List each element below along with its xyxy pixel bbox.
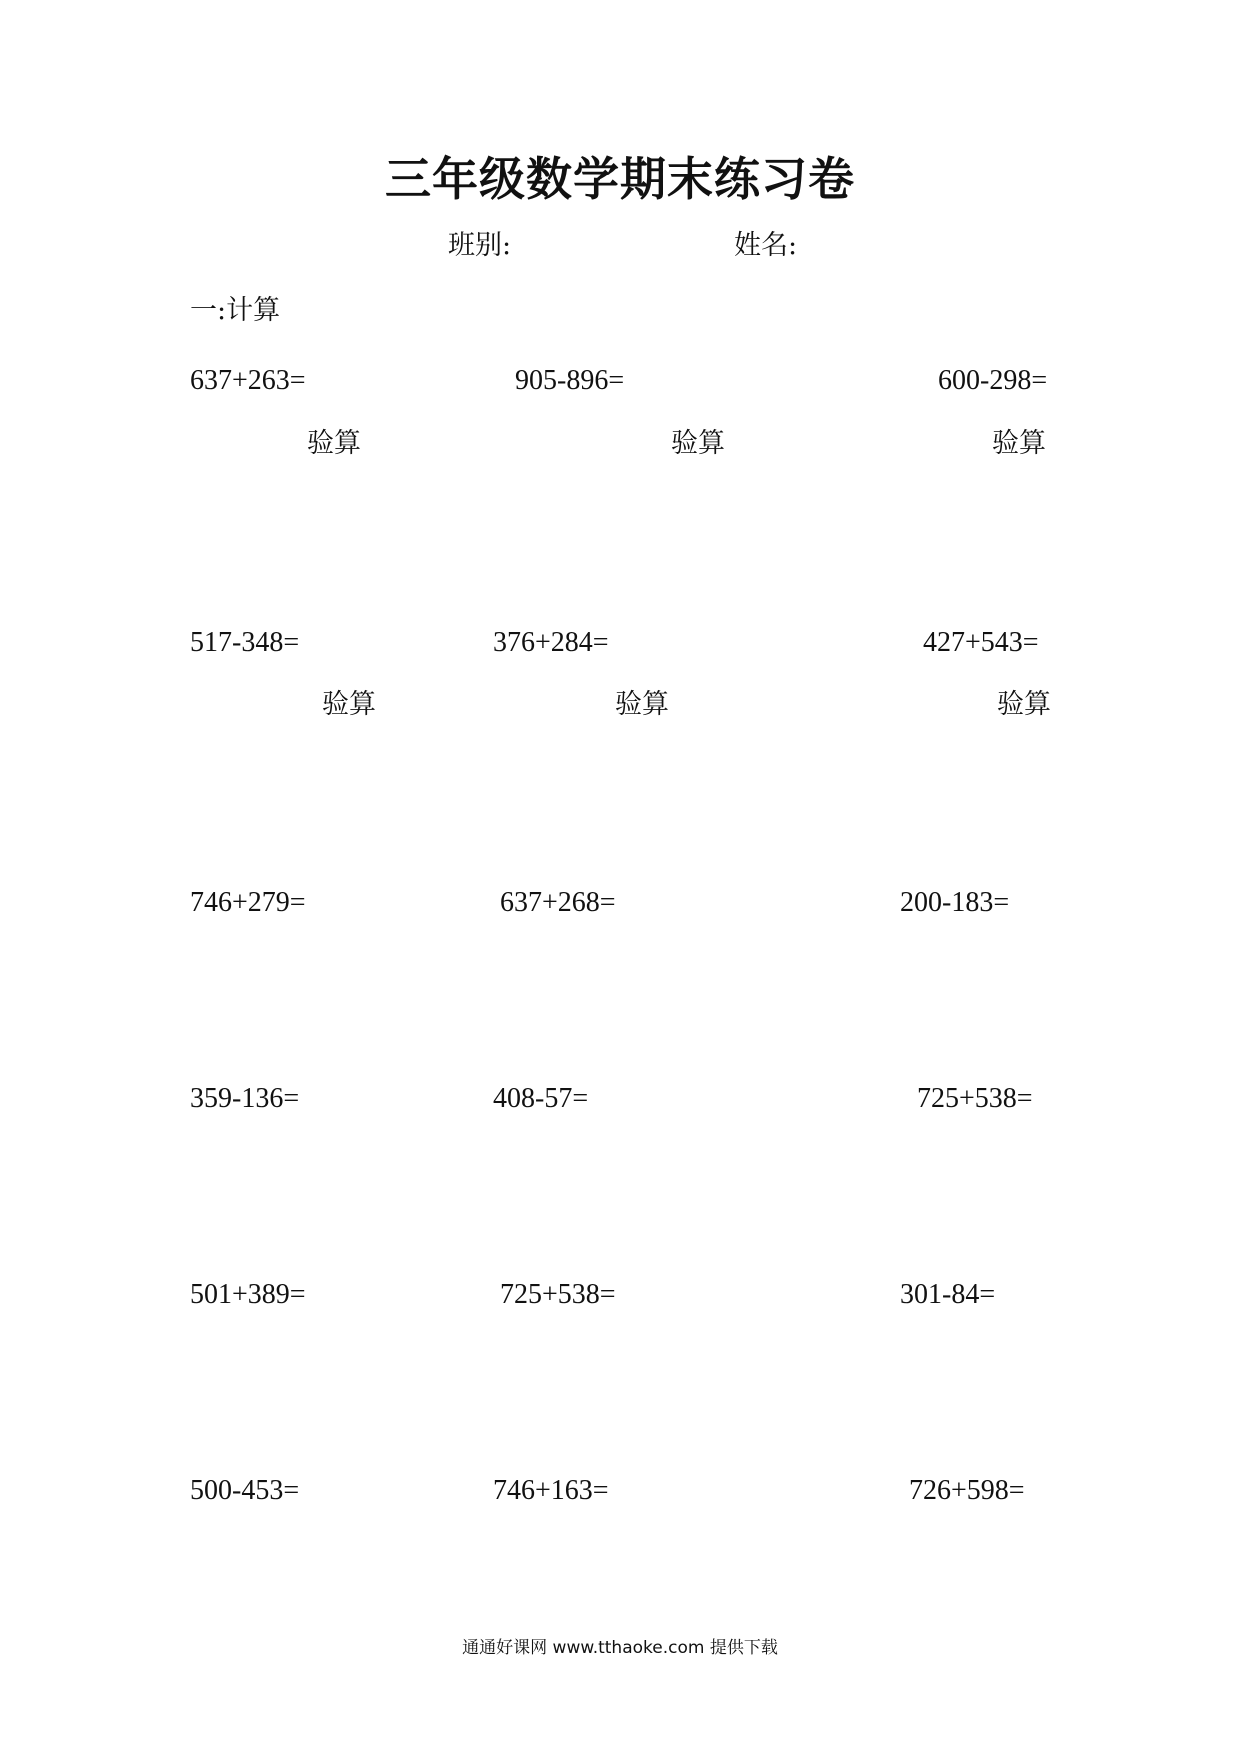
- problem-r3-c3: 200-183=: [900, 887, 1010, 918]
- problem-r5-c2: 725+538=: [500, 1279, 616, 1310]
- check-label-r1-c1: 验算: [307, 428, 361, 459]
- problem-r6-c3: 726+598=: [909, 1475, 1025, 1506]
- problem-r1-c3: 600-298=: [938, 365, 1048, 396]
- problem-r4-c3: 725+538=: [917, 1083, 1033, 1114]
- problem-r4-c2: 408-57=: [493, 1083, 589, 1114]
- problem-r2-c1: 517-348=: [190, 627, 300, 658]
- problem-r4-c1: 359-136=: [190, 1083, 300, 1114]
- check-label-r2-c1: 验算: [322, 689, 376, 720]
- class-field-label: 班别:: [448, 230, 512, 261]
- check-label-r1-c2: 验算: [671, 428, 725, 459]
- problem-r1-c2: 905-896=: [515, 365, 625, 396]
- problem-r3-c2: 637+268=: [500, 887, 616, 918]
- check-label-r2-c3: 验算: [997, 689, 1051, 720]
- problem-r3-c1: 746+279=: [190, 887, 306, 918]
- check-label-r1-c3: 验算: [992, 428, 1046, 459]
- problem-r6-c1: 500-453=: [190, 1475, 300, 1506]
- problem-r2-c2: 376+284=: [493, 627, 609, 658]
- problem-r6-c2: 746+163=: [493, 1475, 609, 1506]
- problem-r1-c1: 637+263=: [190, 365, 306, 396]
- page-title: 三年级数学期末练习卷: [385, 152, 855, 206]
- page-footer: 通通好课网 www.tthaoke.com 提供下载: [462, 1638, 778, 1658]
- section-heading-calculation: 一:计算: [190, 295, 281, 326]
- check-label-r2-c2: 验算: [615, 689, 669, 720]
- problem-r2-c3: 427+543=: [923, 627, 1039, 658]
- problem-r5-c1: 501+389=: [190, 1279, 306, 1310]
- name-field-label: 姓名:: [734, 230, 798, 261]
- problem-r5-c3: 301-84=: [900, 1279, 996, 1310]
